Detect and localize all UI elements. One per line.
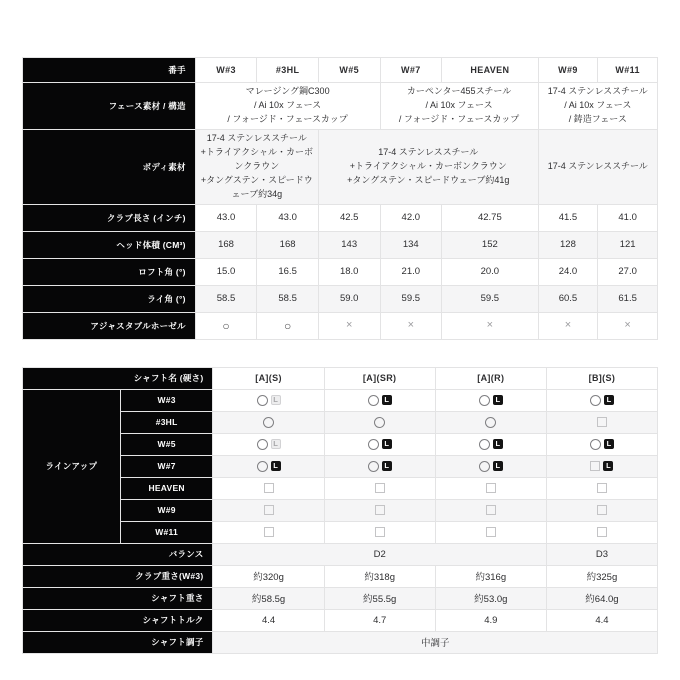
shaft-column-header: [A](SR) [324,367,435,389]
lineup-club-label: #3HL [120,411,213,433]
lineup-cell [324,499,435,521]
custom-square-icon [590,461,600,471]
availability-circle-icon [374,417,385,428]
table-row-shaft-weight [23,587,658,609]
lineup-cell [324,433,435,455]
spec-row-label: シャフト重さ [23,587,213,609]
lineup-cell [546,477,657,499]
custom-square-icon [597,417,607,427]
spec-value-cell: 27.0 [598,258,658,285]
body-material-cell [538,129,657,204]
spec-value-cell: 41.5 [538,204,598,231]
left-model-badge-icon: L [493,439,503,449]
availability-circle-icon [257,461,268,472]
shaft-name-header-label: シャフト名 (硬さ) [23,367,213,389]
table-row-loft [23,258,658,285]
spec-value-cell: 168 [195,231,257,258]
body-material-line: 17-4 ステンレススチール [206,132,307,143]
availability-circle-icon [368,395,379,406]
spec-value-cell: 42.5 [318,204,380,231]
spec-value-cell: 4.4 [213,609,324,631]
balance-value-cell: D3 [546,543,657,565]
spec-row-label: クラブ重さ(W#3) [23,565,213,587]
table-row-head-volume [23,231,658,258]
table-row-balance [23,543,658,565]
face-material-line: / 鋳造フェース [568,113,627,124]
body-material-line: +トライアクシャル・カーボンクラウン [349,160,507,171]
table-row-body-material [23,129,658,204]
table-row-shaft-torque [23,609,658,631]
body-material-line: +タングステン・スピードウェーブ約41g [347,174,510,185]
lineup-cell [213,521,324,543]
table-row-header [23,58,658,83]
spec-value-cell: 約64.0g [546,587,657,609]
lineup-cell [213,477,324,499]
body-material-line: 17-4 ステンレススチール [378,146,479,157]
spec-value-cell: 143 [318,231,380,258]
table-row-adjustable-hosel [23,312,658,339]
face-material-line: マレージング鋼C300 [245,86,330,96]
spec-value-cell: 4.4 [546,609,657,631]
table-row-club-weight [23,565,658,587]
left-model-badge-icon: L [493,395,503,405]
left-model-badge-icon: L [271,461,281,471]
body-material-line: 17-4 ステンレススチール [547,160,648,171]
shaft-column-header: [B](S) [546,367,657,389]
corner-label: 番手 [23,58,196,83]
spec-row-label: シャフト調子 [23,631,213,653]
balance-value-cell: D2 [213,543,546,565]
left-model-badge-icon: L [271,439,281,449]
spec-value-cell: 約320g [213,565,324,587]
spec-row-label: ヘッド体積 (CM³) [23,231,196,258]
lineup-cell [435,433,546,455]
lineup-club-label: W#11 [120,521,213,543]
left-model-badge-icon: L [382,439,392,449]
lineup-cell [435,389,546,411]
left-model-badge-icon: L [603,461,613,471]
club-column-header: W#9 [538,58,598,83]
spec-value-cell: 43.0 [195,204,257,231]
availability-circle-icon [263,417,274,428]
custom-square-icon [264,483,274,493]
spec-row-label: フェース素材 / 構造 [23,83,196,130]
lineup-group-label: ラインアップ [23,389,121,543]
left-model-badge-icon: L [271,395,281,405]
spec-value-cell: 約55.5g [324,587,435,609]
custom-square-icon [375,483,385,493]
availability-circle-icon [368,461,379,472]
club-specs-table [22,57,658,340]
club-column-header: W#11 [598,58,658,83]
face-material-line: / Ai 10x フェース [564,99,632,110]
spec-value-cell: 15.0 [195,258,257,285]
availability-circle-icon [590,439,601,450]
spec-row-label: バランス [23,543,213,565]
face-material-line: / フォージド・フェースカップ [227,113,348,124]
spec-row-label: ライ角 (°) [23,285,196,312]
spec-row-label: ロフト角 (°) [23,258,196,285]
spec-value-cell: 4.7 [324,609,435,631]
spec-row-label: アジャスタブルホーゼル [23,312,196,339]
spec-value-cell: 42.75 [442,204,539,231]
lineup-cell [324,477,435,499]
custom-square-icon [486,505,496,515]
lineup-cell [324,411,435,433]
availability-circle-icon [257,439,268,450]
lineup-cell [324,389,435,411]
lineup-club-label: HEAVEN [120,477,213,499]
lineup-cell [435,477,546,499]
spec-value-cell: 60.5 [538,285,598,312]
table-row-shaft-header [23,367,658,389]
spec-value-cell: 約53.0g [435,587,546,609]
left-model-badge-icon: L [604,395,614,405]
shaft-lineup-table [22,367,658,654]
club-column-header: W#7 [380,58,442,83]
table-row-lineup-w3 [23,389,658,411]
custom-square-icon [486,527,496,537]
spec-value-cell: 約318g [324,565,435,587]
lineup-cell [435,499,546,521]
availability-circle-icon [479,439,490,450]
spec-value-cell: 61.5 [598,285,658,312]
custom-square-icon [375,527,385,537]
face-material-line: / Ai 10x フェース [425,99,493,110]
spec-value-cell: 152 [442,231,539,258]
spec-value-cell: 59.5 [442,285,539,312]
spec-value-cell: 約58.5g [213,587,324,609]
spec-row-label: クラブ長さ (インチ) [23,204,196,231]
face-material-line: / フォージド・フェースカップ [398,113,520,124]
availability-circle-icon [479,395,490,406]
lineup-cell [324,455,435,477]
availability-circle-icon [485,417,496,428]
face-material-cell [195,83,380,130]
spec-value-cell: 59.5 [380,285,442,312]
hosel-no-mark: × [380,312,442,339]
face-material-cell [538,83,657,130]
lineup-club-label: W#9 [120,499,213,521]
hosel-no-mark: × [318,312,380,339]
lineup-cell [546,389,657,411]
spec-value-cell: 20.0 [442,258,539,285]
kickpoint-value-cell: 中調子 [213,631,658,653]
shaft-column-header: [A](R) [435,367,546,389]
lineup-cell [213,433,324,455]
spec-value-cell: 58.5 [195,285,257,312]
club-column-header: W#5 [318,58,380,83]
lineup-cell [435,521,546,543]
left-model-badge-icon: L [382,461,392,471]
face-material-cell [380,83,538,130]
lineup-cell [213,455,324,477]
availability-circle-icon [479,461,490,472]
club-column-header: #3HL [257,58,319,83]
lineup-club-label: W#3 [120,389,213,411]
face-material-line: 17-4 ステンレススチール [547,86,648,96]
availability-circle-icon [257,395,268,406]
spec-value-cell: 24.0 [538,258,598,285]
lineup-cell [546,499,657,521]
spec-value-cell: 41.0 [598,204,658,231]
lineup-cell [546,455,657,477]
body-material-cell [195,129,318,204]
spec-row-label: ボディ素材 [23,129,196,204]
custom-square-icon [597,505,607,515]
spec-value-cell: 58.5 [257,285,319,312]
spec-value-cell: 42.0 [380,204,442,231]
lineup-cell [435,411,546,433]
availability-circle-icon [368,439,379,450]
table-row-shaft-kickpoint [23,631,658,653]
lineup-cell [546,433,657,455]
spec-value-cell: 168 [257,231,319,258]
custom-square-icon [486,483,496,493]
table-row-club-length [23,204,658,231]
lineup-cell [324,521,435,543]
spec-value-cell: 59.0 [318,285,380,312]
body-material-cell [318,129,538,204]
custom-square-icon [375,505,385,515]
availability-circle-icon [590,395,601,406]
spec-value-cell: 4.9 [435,609,546,631]
spec-value-cell: 21.0 [380,258,442,285]
custom-square-icon [264,505,274,515]
hosel-no-mark: × [598,312,658,339]
lineup-club-label: W#7 [120,455,213,477]
spec-value-cell: 16.5 [257,258,319,285]
lineup-cell [213,499,324,521]
hosel-yes-mark: ○ [195,312,257,339]
table-row-face-material [23,83,658,130]
left-model-badge-icon: L [493,461,503,471]
custom-square-icon [597,527,607,537]
body-material-line: +タングステン・スピードウェーブ約34g [200,174,313,199]
lineup-cell [213,389,324,411]
lineup-cell [546,521,657,543]
custom-square-icon [264,527,274,537]
lineup-cell [435,455,546,477]
left-model-badge-icon: L [604,439,614,449]
face-material-line: / Ai 10x フェース [254,99,322,110]
left-model-badge-icon: L [382,395,392,405]
club-column-header: W#3 [195,58,257,83]
spec-row-label: シャフトトルク [23,609,213,631]
club-column-header: HEAVEN [442,58,539,83]
shaft-column-header: [A](S) [213,367,324,389]
spec-value-cell: 約316g [435,565,546,587]
spec-value-cell: 121 [598,231,658,258]
face-material-line: カーペンター455スチール [406,86,512,96]
hosel-no-mark: × [538,312,598,339]
hosel-no-mark: × [442,312,539,339]
spec-value-cell: 18.0 [318,258,380,285]
custom-square-icon [597,483,607,493]
table-row-lie [23,285,658,312]
lineup-cell [546,411,657,433]
spec-value-cell: 43.0 [257,204,319,231]
body-material-line: +トライアクシャル・カーボンクラウン [200,146,313,171]
spec-value-cell: 134 [380,231,442,258]
spec-value-cell: 128 [538,231,598,258]
lineup-cell [213,411,324,433]
lineup-club-label: W#5 [120,433,213,455]
spec-value-cell: 約325g [546,565,657,587]
hosel-yes-mark: ○ [257,312,319,339]
